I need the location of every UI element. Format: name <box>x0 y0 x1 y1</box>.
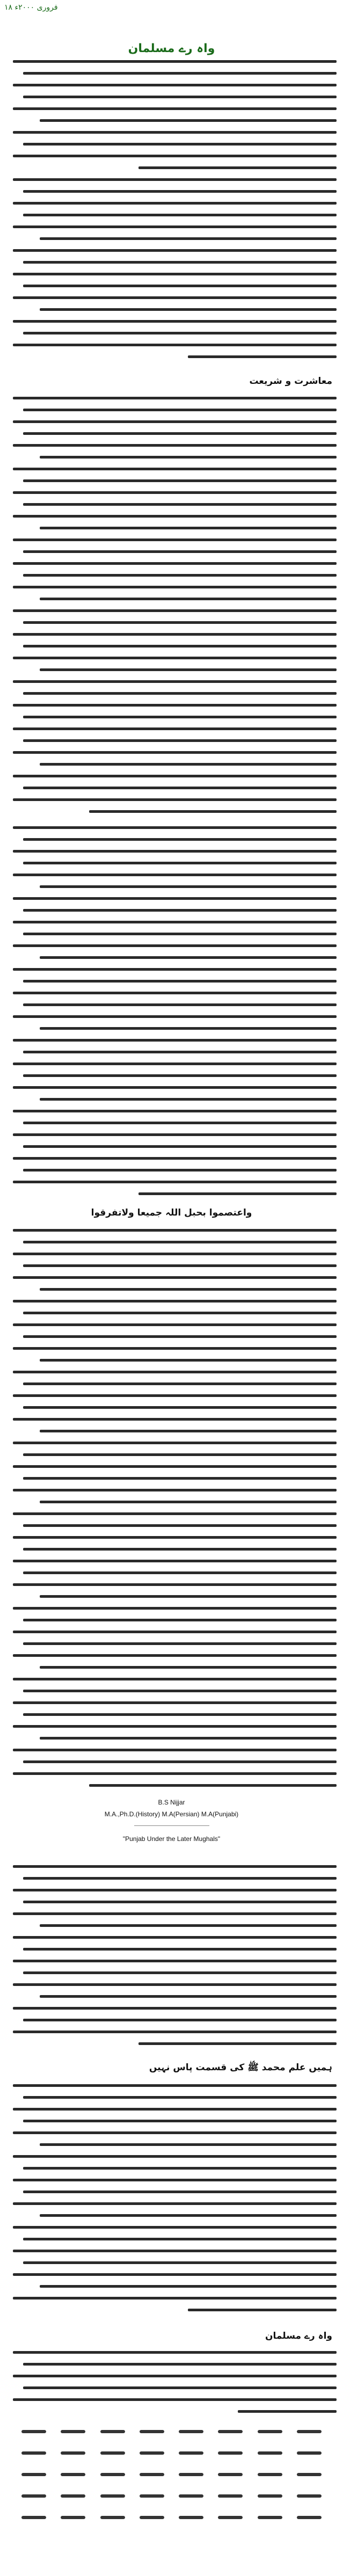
citation-author: B.S Nijjar <box>158 1799 185 1806</box>
section-heading-1: معاشرت و شریعت <box>249 376 332 387</box>
paragraph-4 <box>6 824 337 1202</box>
paragraph-1 <box>6 58 337 176</box>
section-heading-4: واہ رے مسلمان <box>265 2331 332 2341</box>
section-heading-3: ہمیں علم محمد ﷺ کی قسمت پاس نہیں <box>149 2062 332 2073</box>
paragraph-7 <box>6 2082 337 2318</box>
article-title: واہ رے مسلمان <box>128 42 215 55</box>
citation-book: "Punjab Under the Later Mughals" <box>122 1835 221 1843</box>
section-heading-2: واعتصموا بحبل اللہ جمیعا ولاتفرقوا <box>91 1207 252 1218</box>
poem-grid <box>21 2427 322 2534</box>
paragraph-5 <box>6 1227 337 1794</box>
paragraph-8 <box>6 2349 337 2420</box>
paragraph-3 <box>6 395 337 820</box>
citation-degrees: M.A.,Ph.D.(History) M.A(Persian) M.A(Punjabi) <box>104 1810 239 1818</box>
issue-date: ۱۸ فروری ۲۰۰۰ء <box>4 3 58 12</box>
paragraph-6 <box>6 1863 337 2052</box>
paragraph-2 <box>6 176 337 365</box>
citation-divider <box>134 1825 209 1826</box>
